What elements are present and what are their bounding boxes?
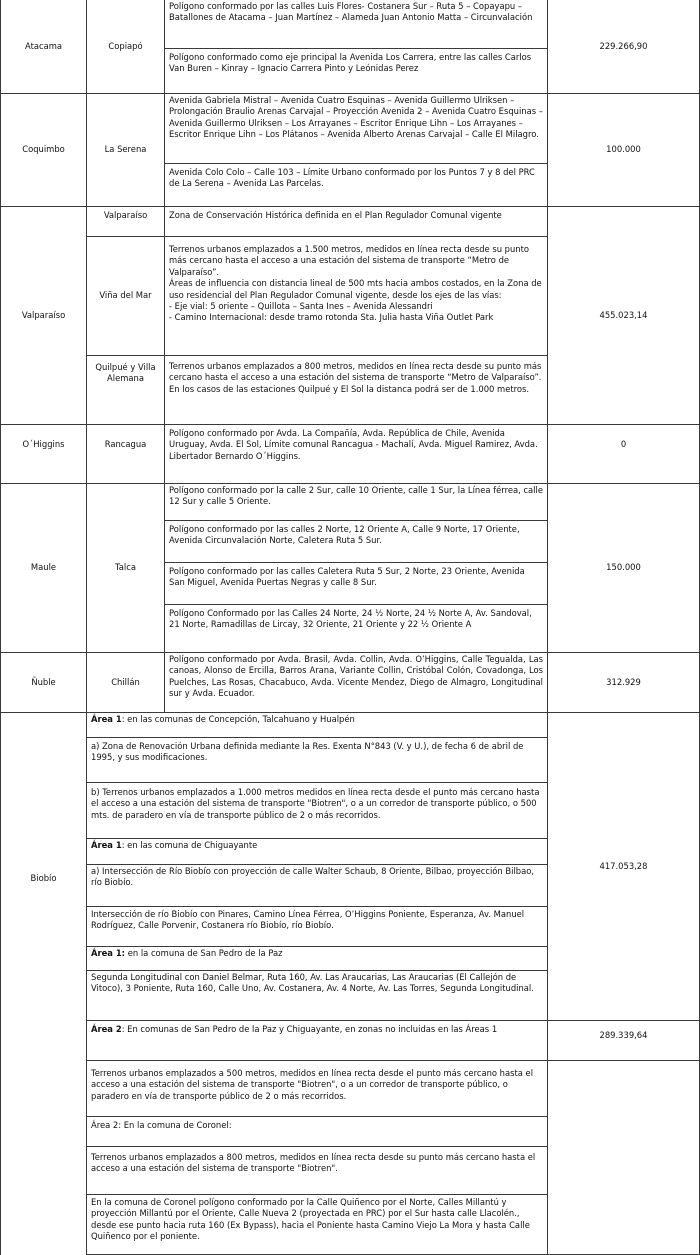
area-scope: : en las comunas de Concepción, Talcahuano y Hualpén: [121, 714, 355, 724]
commune-cell: Valparaíso: [86, 206, 165, 237]
area-description: a) Intersección de Río Biobío con proyección de calle Walter Schaub, 8 Oriente, Bilbao, proyección Bilbao, río Biobío.: [86, 864, 548, 907]
amount-cell: 312.929: [547, 652, 700, 713]
area-description: Intersección de río Biobío con Pinares, Camino Línea Férrea, O’Higgins Poniente, Esperanza, Av. Manuel Rodríguez, Calle Porvenir, Costanera río Biobío, río Biobío.: [86, 906, 548, 947]
region-cell: Biobío: [0, 712, 87, 1255]
area-description: Avenida Colo Colo – Calle 103 – Límite Urbano conformado por los Puntos 7 y 8 del PRC de La Serena – Avenida Las Parcelas.: [164, 163, 548, 207]
area-description: Polígono conformado por las calles 2 Norte, 12 Oriente A, Calle 9 Norte, 17 Oriente, Avenida Circunvalación Norte, Caletera Ruta 5 Sur.: [164, 520, 548, 563]
area-scope: : En comunas de San Pedro de la Paz y Chiguayante, en zonas no incluidas en las Áreas 1: [121, 1024, 498, 1034]
commune-cell: Copiapó: [86, 0, 165, 94]
amount-cell: 0: [547, 424, 700, 484]
area-description: En la comuna de Coronel polígono conformado por la Calle Quiñenco por el Norte, Calles Millantú y proyección Millantú por el Oriente, Calle Nueva 2 (proyectada en PRC) por el Sur hasta calle Llacolén., desde ese punto hacia ruta 160 (Ex Bypass), hacia el Poniente hasta Camino Viejo La Mora y hasta Calle Quiñenco por el poniente.: [86, 1194, 548, 1255]
amount-cell: 229.266,90: [547, 0, 700, 94]
area-description: Polígono conformado por las calles Caletera Ruta 5 Sur, 2 Norte, 23 Oriente, Avenida San Miguel, Avenida Puertas Negras y calle 8 Sur.: [164, 562, 548, 605]
region-cell: O´Higgins: [0, 424, 87, 484]
area-label: Área 1:: [91, 948, 126, 958]
region-cell: Valparaíso: [0, 206, 87, 425]
area-description: b) Terrenos urbanos emplazados a 1.000 metros medidos en línea recta desde el punto más cercano hasta el acceso a una estación del sistema de transporte "Biotren", o a un corredor de transporte público, o 500 mts. de paradero en vía de transporte público de 2 o más recorridos.: [86, 782, 548, 839]
commune-cell: Viña del Mar: [86, 236, 165, 356]
commune-cell: Chillán: [86, 652, 165, 713]
region-cell: Coquimbo: [0, 93, 87, 207]
amount-cell: 417.053,28: [547, 712, 700, 1021]
area-description: Polígono conformado como eje principal la Avenida Los Carrera, entre las calles Carlos Van Buren – Kinray – Ignacio Carrera Pinto y Leónidas Perez: [164, 48, 548, 94]
area-description: Terrenos urbanos emplazados a 800 metros, medidos en línea recta desde su punto más cercano hasta el acceso a una estación del sistema de transporte “Metro de Valparaíso”. En los casos de las estaciones Quilpué y El Sol la distanca podrá ser de 1.000 metros.: [164, 355, 548, 425]
region-cell: Atacama: [0, 0, 87, 94]
area-description: Terrenos urbanos emplazados a 1.500 metros, medidos en línea recta desde su punto más cercano hasta el acceso a una estación del sistema de transporte “Metro de Valparaíso”. Áreas de influencia con distancia lineal de 500 mts hacia ambos costados, en la Zona de uso residencial del Plan Regulador Comunal vigente, desde los ejes de las vías: - Eje vial: 5 oriente – Quillota – Santa Ines – Avenida Alessandri - Camino Internacional: desde tramo rotonda Sta. Julia hasta Viña Outlet Park: [164, 236, 548, 356]
area-description: Terrenos urbanos emplazados a 500 metros, medidos en línea recta desde el punto más cercano hasta el acceso a una estación del sistema de transporte "Biotren", o a un corredor de transporte público, o paradero en vía de transporte público de 2 o más recorridos.: [86, 1060, 548, 1117]
amount-cell: 455.023,14: [547, 206, 700, 425]
area-heading: Área 2: En la comuna de Coronel:: [86, 1116, 548, 1147]
area-heading: [86, 946, 548, 971]
area-label: Área 1: [91, 714, 122, 724]
area-description: Polígono Conformado por las Calles 24 Norte, 24 ½ Norte, 24 ½ Norte A, Av. Sandoval, 21 Norte, Ramadillas de Lircay, 32 Oriente, 21 Oriente y 22 ½ Oriente A: [164, 604, 548, 653]
region-cell: Ñuble: [0, 652, 87, 713]
region-cell: Maule: [0, 483, 87, 653]
commune-cell: Talca: [86, 483, 165, 653]
area-description: Polígono conformado por Avda. La Compañía, Avda. República de Chile, Avenida Uruguay, Avda. El Sol, Límite comunal Rancagua - Machalí, Avda. Miguel Ramirez, Avda. Libertador Bernardo O´Higgins.: [164, 424, 548, 484]
area-description: Avenida Gabriela Mistral – Avenida Cuatro Esquinas – Avenida Guillermo Ulriksen – Prolongación Braulio Arenas Carvajal – Proyección Avenida 2 – Avenida Cuatro Esquinas – Avenida Guillermo Ulriksen – Los Arrayanes – Escritor Enrique Lihn – Los Arrayanes – Escritor Enrique Lihn – Los Plátanos – Avenida Alberto Arenas Carvajal – Calle El Milagro.: [164, 93, 548, 164]
commune-cell: La Serena: [86, 93, 165, 207]
area-label: Área 2: [91, 1024, 122, 1034]
area-scope: : en las comuna de Chiguayante: [121, 840, 258, 850]
amount-cell: 150.000: [547, 483, 700, 653]
amount-cell: 100.000: [547, 93, 700, 207]
area-heading: [86, 712, 548, 738]
area-description: a) Zona de Renovación Urbana definida mediante la Res. Exenta N°843 (V. y U.), de fecha 6 de abril de 1995, y sus modificaciones.: [86, 737, 548, 783]
commune-cell: Quilpué y Villa Alemana: [86, 355, 165, 425]
area-heading: [86, 1020, 548, 1061]
area-description: Zona de Conservación Histórica definida en el Plan Regulador Comunal vigente: [164, 206, 548, 237]
area-heading: [86, 838, 548, 865]
area-description: Polígono conformado por la calle 2 Sur, calle 10 Oriente, calle 1 Sur, la Línea férrea, calle 12 Sur y calle 5 Oriente.: [164, 483, 548, 521]
area-description: Terrenos urbanos emplazados a 800 metros, medidos en línea recta desde su punto más cercano hasta el acceso a una estación del sistema de transporte "Biotren".: [86, 1146, 548, 1195]
area-description: Segunda Longitudinal con Daniel Belmar, Ruta 160, Av. Las Araucarias, Las Araucarias (El Callejón de Vitoco), 3 Poniente, Ruta 160, Calle Uno, Av. Costanera, Av. 4 Norte, Av. Las Torres, Segunda Longitudinal.: [86, 970, 548, 1021]
area-label: Área 1: [91, 840, 122, 850]
amount-cell: 289.339,64: [547, 1020, 700, 1061]
area-scope: en la comuna de San Pedro de la Paz: [125, 948, 283, 958]
area-description: Polígono conformado por las calles Luis Flores- Costanera Sur – Ruta 5 – Copayapu – Batallones de Atacama – Juan Martínez – Alameda Juan Antonio Matta – Circunvalación: [164, 0, 548, 49]
area-description: Polígono conformado por Avda. Brasil, Avda. Collin, Avda. O’Higgins, Calle Tegualda, Las canoas, Alonso de Ercilla, Barros Arana, Variante Collin, Cristóbal Colón, Covadonga, Los Puelches, Las Rosas, Chacabuco, Avda. Vicente Mendez, Diego de Almagro, Longitudinal sur y Avda. Ecuador.: [164, 652, 548, 713]
amount-cell-empty: [547, 1060, 700, 1255]
commune-cell: Rancagua: [86, 424, 165, 484]
